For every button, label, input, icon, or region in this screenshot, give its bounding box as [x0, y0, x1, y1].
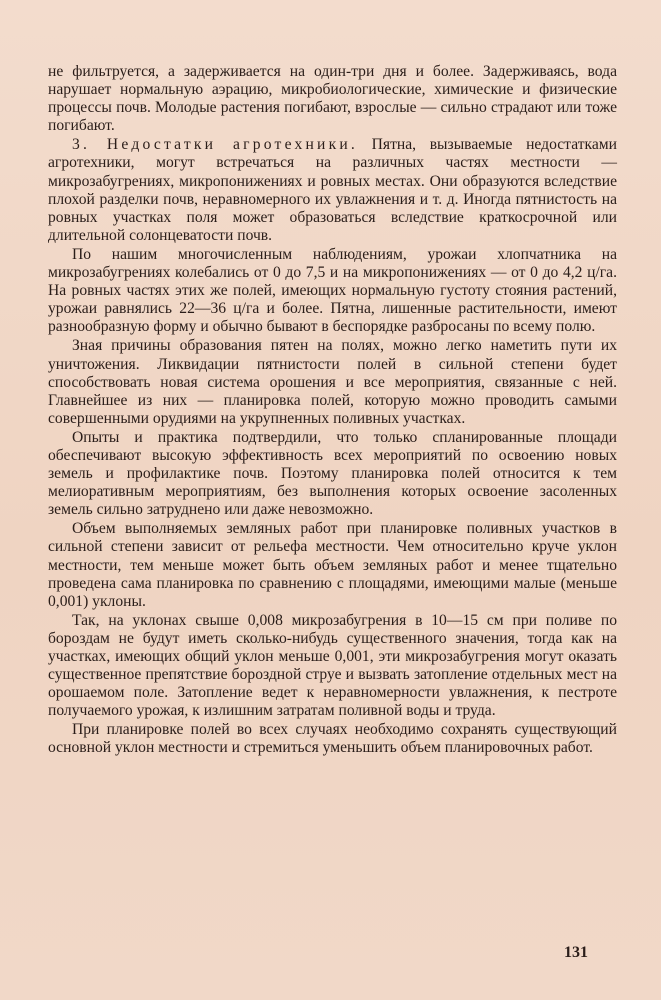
page-number: 131: [564, 944, 588, 961]
paragraph-7: Так, на уклонах свыше 0,008 микрозабугрения в 10—15 см при поливе по бороздам не будут иметь сколько-нибудь существенного значения, тогда как на участках, имеющих общий уклон меньше 0,001, эти микрозабугрения могут оказать существенное препятствие бороздной струе и вызвать затопление отдельных мест на орошаемом поле. Затопление ведет к неравномерности увлажнения, к пестроте получаемого урожая, к излишним затратам поливной воды и труда.: [48, 611, 617, 720]
paragraph-2: 3. Недостатки агротехники. Пятна, вызываемые недостатками агротехники, могут встречаться на различных частях местности — микрозабугрениях, микропонижениях и ровных местах. Они образуются вследствие плохой разделки почв, неравномерного их увлажнения и т. д. Иногда пятнистость на ровных участках поля может образоваться вследствие краткосрочной или длительной солонцеватости почв.: [48, 136, 617, 244]
paragraph-4: Зная причины образования пятен на полях, можно легко наметить пути их уничтожения. Ликвидации пятнистости полей в сильной степени будет способствовать новая система орошения и все мероприятия, связанные с ней. Главнейшее из них — планировка полей, которую можно проводить самыми совершенными орудиями на укрупненных поливных участках.: [48, 337, 617, 427]
paragraph-6: Объем выполняемых земляных работ при планировке поливных участков в сильной степени зависит от рельефа местности. Чем относительно круче уклон местности, тем меньше может быть объем земляных работ и менее тщательно проведена сама планировка по сравнению с площадями, имеющими малые (меньше 0,001) уклоны.: [48, 520, 617, 610]
paragraph-1: не фильтруется, а задерживается на один-три дня и более. Задерживаясь, вода нарушает нормальную аэрацию, микробиологические, химические и физические процессы почв. Молодые растения погибают, взрослые — сильно страдают или тоже погибают.: [48, 63, 617, 135]
section-heading: 3. Недостатки агротехники.: [72, 136, 358, 154]
paragraph-8: При планировке полей во всех случаях необходимо сохранять существующий основной уклон местности и стремиться уменьшить объем планировочных работ.: [48, 721, 617, 757]
paragraph-3: По нашим многочисленным наблюдениям, урожаи хлопчатника на микрозабугрениях колебались от 0 до 7,5 и на микропонижениях — от 0 до 4,2 ц/га. На ровных частях этих же полей, имеющих нормальную густоту стояния растений, урожаи равнялись 22—36 ц/га и более. Пятна, лишенные растительности, имеют разнообразную форму и обычно бывают в беспорядке разбросаны по всему полю.: [48, 245, 617, 336]
body-text: [48, 63, 617, 759]
paragraph-5: Опыты и практика подтвердили, что только спланированные площади обеспечивают высокую эффективность всех мероприятий по освоению новых земель и профилактике почв. Поэтому планировка полей относится к тем мелиоративным мероприятиям, без выполнения которых освоение засоленных земель сильно затруднено или даже невозможно.: [48, 428, 617, 519]
